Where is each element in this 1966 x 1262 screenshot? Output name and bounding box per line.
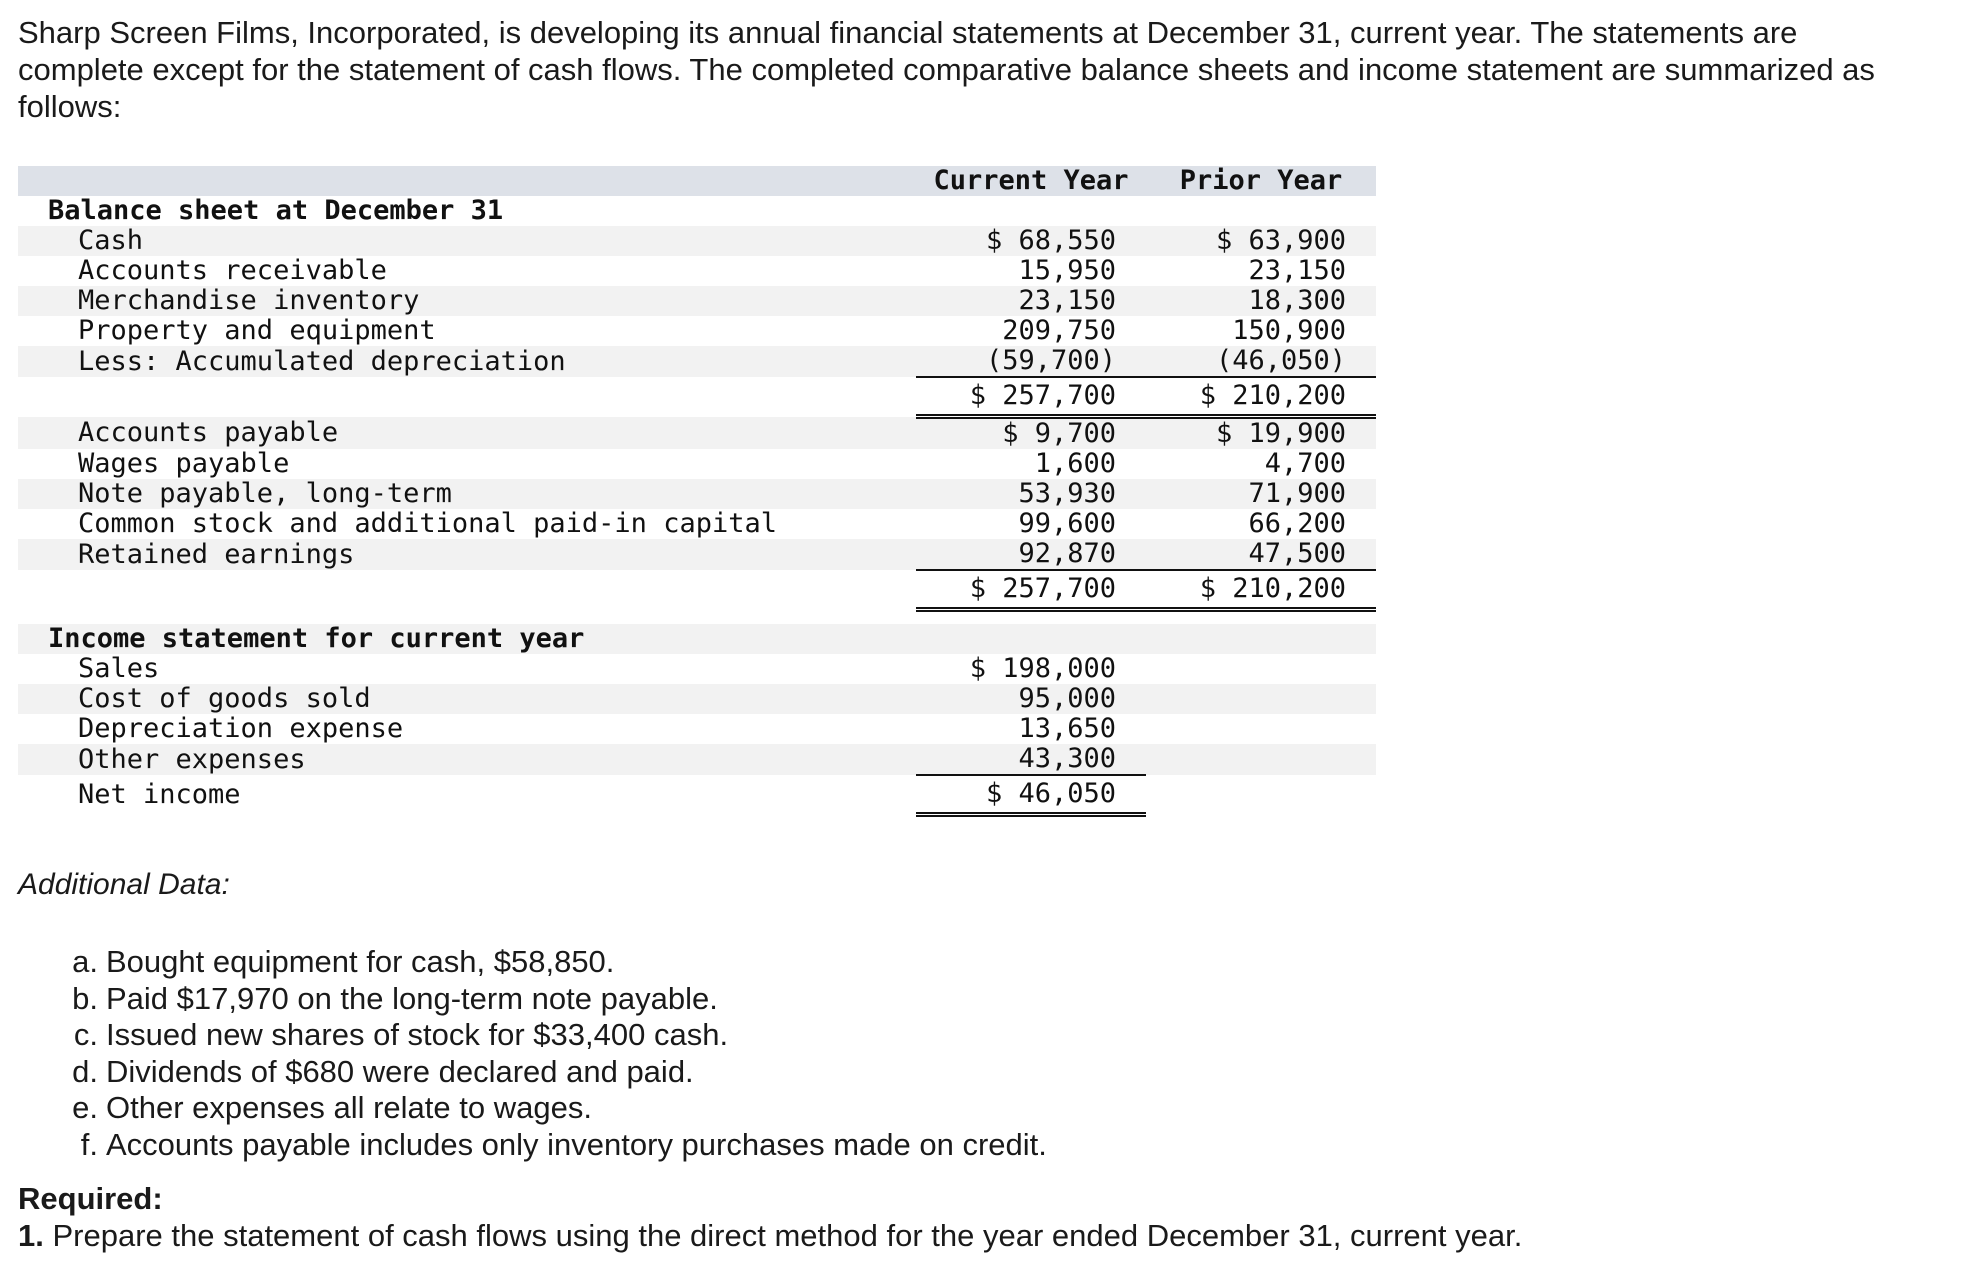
required-number: 1. [18,1218,44,1253]
list-item [58,1054,1047,1091]
table-row [18,684,1376,714]
list-item [58,944,1047,981]
balance-sheet-title: Balance sheet at December 31 [48,195,504,226]
assets-total-prior: $ 210,200 [1146,377,1376,417]
row-label: Cost of goods sold [18,684,916,714]
current-value: 92,870 [916,539,1146,570]
row-label: Note payable, long-term [18,479,916,509]
required-title: Required: [18,1181,163,1216]
current-value: 99,600 [1018,508,1116,539]
current-value: 1,600 [1034,448,1116,479]
table-row [18,744,1376,775]
row-label: Less: Accumulated depreciation [18,346,916,377]
row-label: Other expenses [18,744,916,775]
current-value: (59,700) [916,346,1146,377]
row-label: Wages payable [78,448,290,479]
prior-value: 23,150 [1248,255,1346,286]
row-label: Property and equipment [78,315,436,346]
row-label: Cash [18,226,916,256]
list-text: Issued new shares of stock for $33,400 cash. [106,1017,729,1052]
row-label: Depreciation expense [78,713,404,744]
prior-value: 71,900 [1146,479,1376,509]
row-label: Merchandise inventory [18,286,916,316]
table-row [18,539,1376,570]
current-value: 15,950 [1018,255,1116,286]
net-income-value: $ 46,050 [916,775,1146,815]
row-label: Accounts payable [18,417,916,450]
table-row [18,286,1376,316]
prior-value: 150,900 [1232,315,1346,346]
current-value: 13,650 [1018,713,1116,744]
list-item [58,981,1047,1018]
table-row [18,479,1376,509]
table-row [18,509,1376,539]
assets-total-row [18,377,1376,417]
list-text: Paid $17,970 on the long-term note payable. [106,980,718,1016]
table-row [18,654,1376,684]
col-header-current-year: Current Year [916,166,1146,196]
additional-data-title: Additional Data: [18,868,230,901]
current-value: $ 68,550 [916,226,1146,256]
list-marker: a. [72,944,98,979]
current-value: 23,150 [916,286,1146,316]
list-marker: b. [72,980,98,1016]
table-row [18,346,1376,377]
row-label: Common stock and additional paid-in capital [78,508,777,539]
list-marker: e. [72,1090,98,1125]
problem-intro: Sharp Screen Films, Incorporated, is developing its annual financial statements at December 31, current year. The statements are complete except for the statement of cash flows. The completed comparative balance sheets and income statement are summarized as follows: [18,15,1875,124]
list-item [58,1017,1047,1054]
balance-sheet-section-title-row [18,196,1376,226]
current-value: 95,000 [916,684,1146,714]
current-value: $ 9,700 [916,417,1146,450]
required-section [18,1180,1522,1254]
row-label: Retained earnings [18,539,916,570]
current-value: 209,750 [1002,315,1116,346]
list-text: Other expenses all relate to wages. [106,1090,592,1125]
prior-value: 66,200 [1248,508,1346,539]
list-marker: c. [73,1017,98,1052]
list-item [58,1090,1047,1127]
list-text: Accounts payable includes only inventory purchases made on credit. [106,1126,1047,1162]
row-label: Accounts receivable [78,255,387,286]
additional-data-list [58,944,1047,1163]
table-row [18,449,1376,479]
list-item [58,1127,1047,1164]
prior-value: 47,500 [1146,539,1376,570]
prior-value: 18,300 [1146,286,1376,316]
required-text: Prepare the statement of cash flows using the direct method for the year ended December 31, current year. [52,1218,1523,1253]
col-header-prior-year: Prior Year [1146,166,1376,196]
income-statement-section-title-row [18,624,1376,654]
liabilities-total-current: $ 257,700 [916,570,1146,610]
prior-value: $ 19,900 [1146,417,1376,450]
table-row [18,714,1376,744]
prior-value: 4,700 [1264,448,1346,479]
assets-total-current: $ 257,700 [916,377,1146,417]
prior-value: (46,050) [1146,346,1376,377]
table-row [18,417,1376,450]
income-statement-title: Income statement for current year [18,624,916,654]
list-text: Bought equipment for cash, $58,850. [106,944,615,979]
financial-statements-table [18,166,1376,817]
net-income-label: Net income [78,778,241,810]
list-text: Dividends of $680 were declared and paid. [106,1053,694,1089]
liabilities-total-prior: $ 210,200 [1146,570,1376,610]
list-marker: f. [80,1126,98,1162]
current-value: 53,930 [916,479,1146,509]
row-label: Sales [78,653,160,684]
current-value: $ 198,000 [969,653,1116,684]
table-row [18,316,1376,346]
liabilities-total-row [18,570,1376,610]
table-row [18,256,1376,286]
list-marker: d. [72,1053,98,1089]
table-header-row [18,166,1376,196]
current-value: 43,300 [916,744,1146,775]
prior-value: $ 63,900 [1146,226,1376,256]
net-income-row [18,775,1376,815]
table-row [18,226,1376,256]
